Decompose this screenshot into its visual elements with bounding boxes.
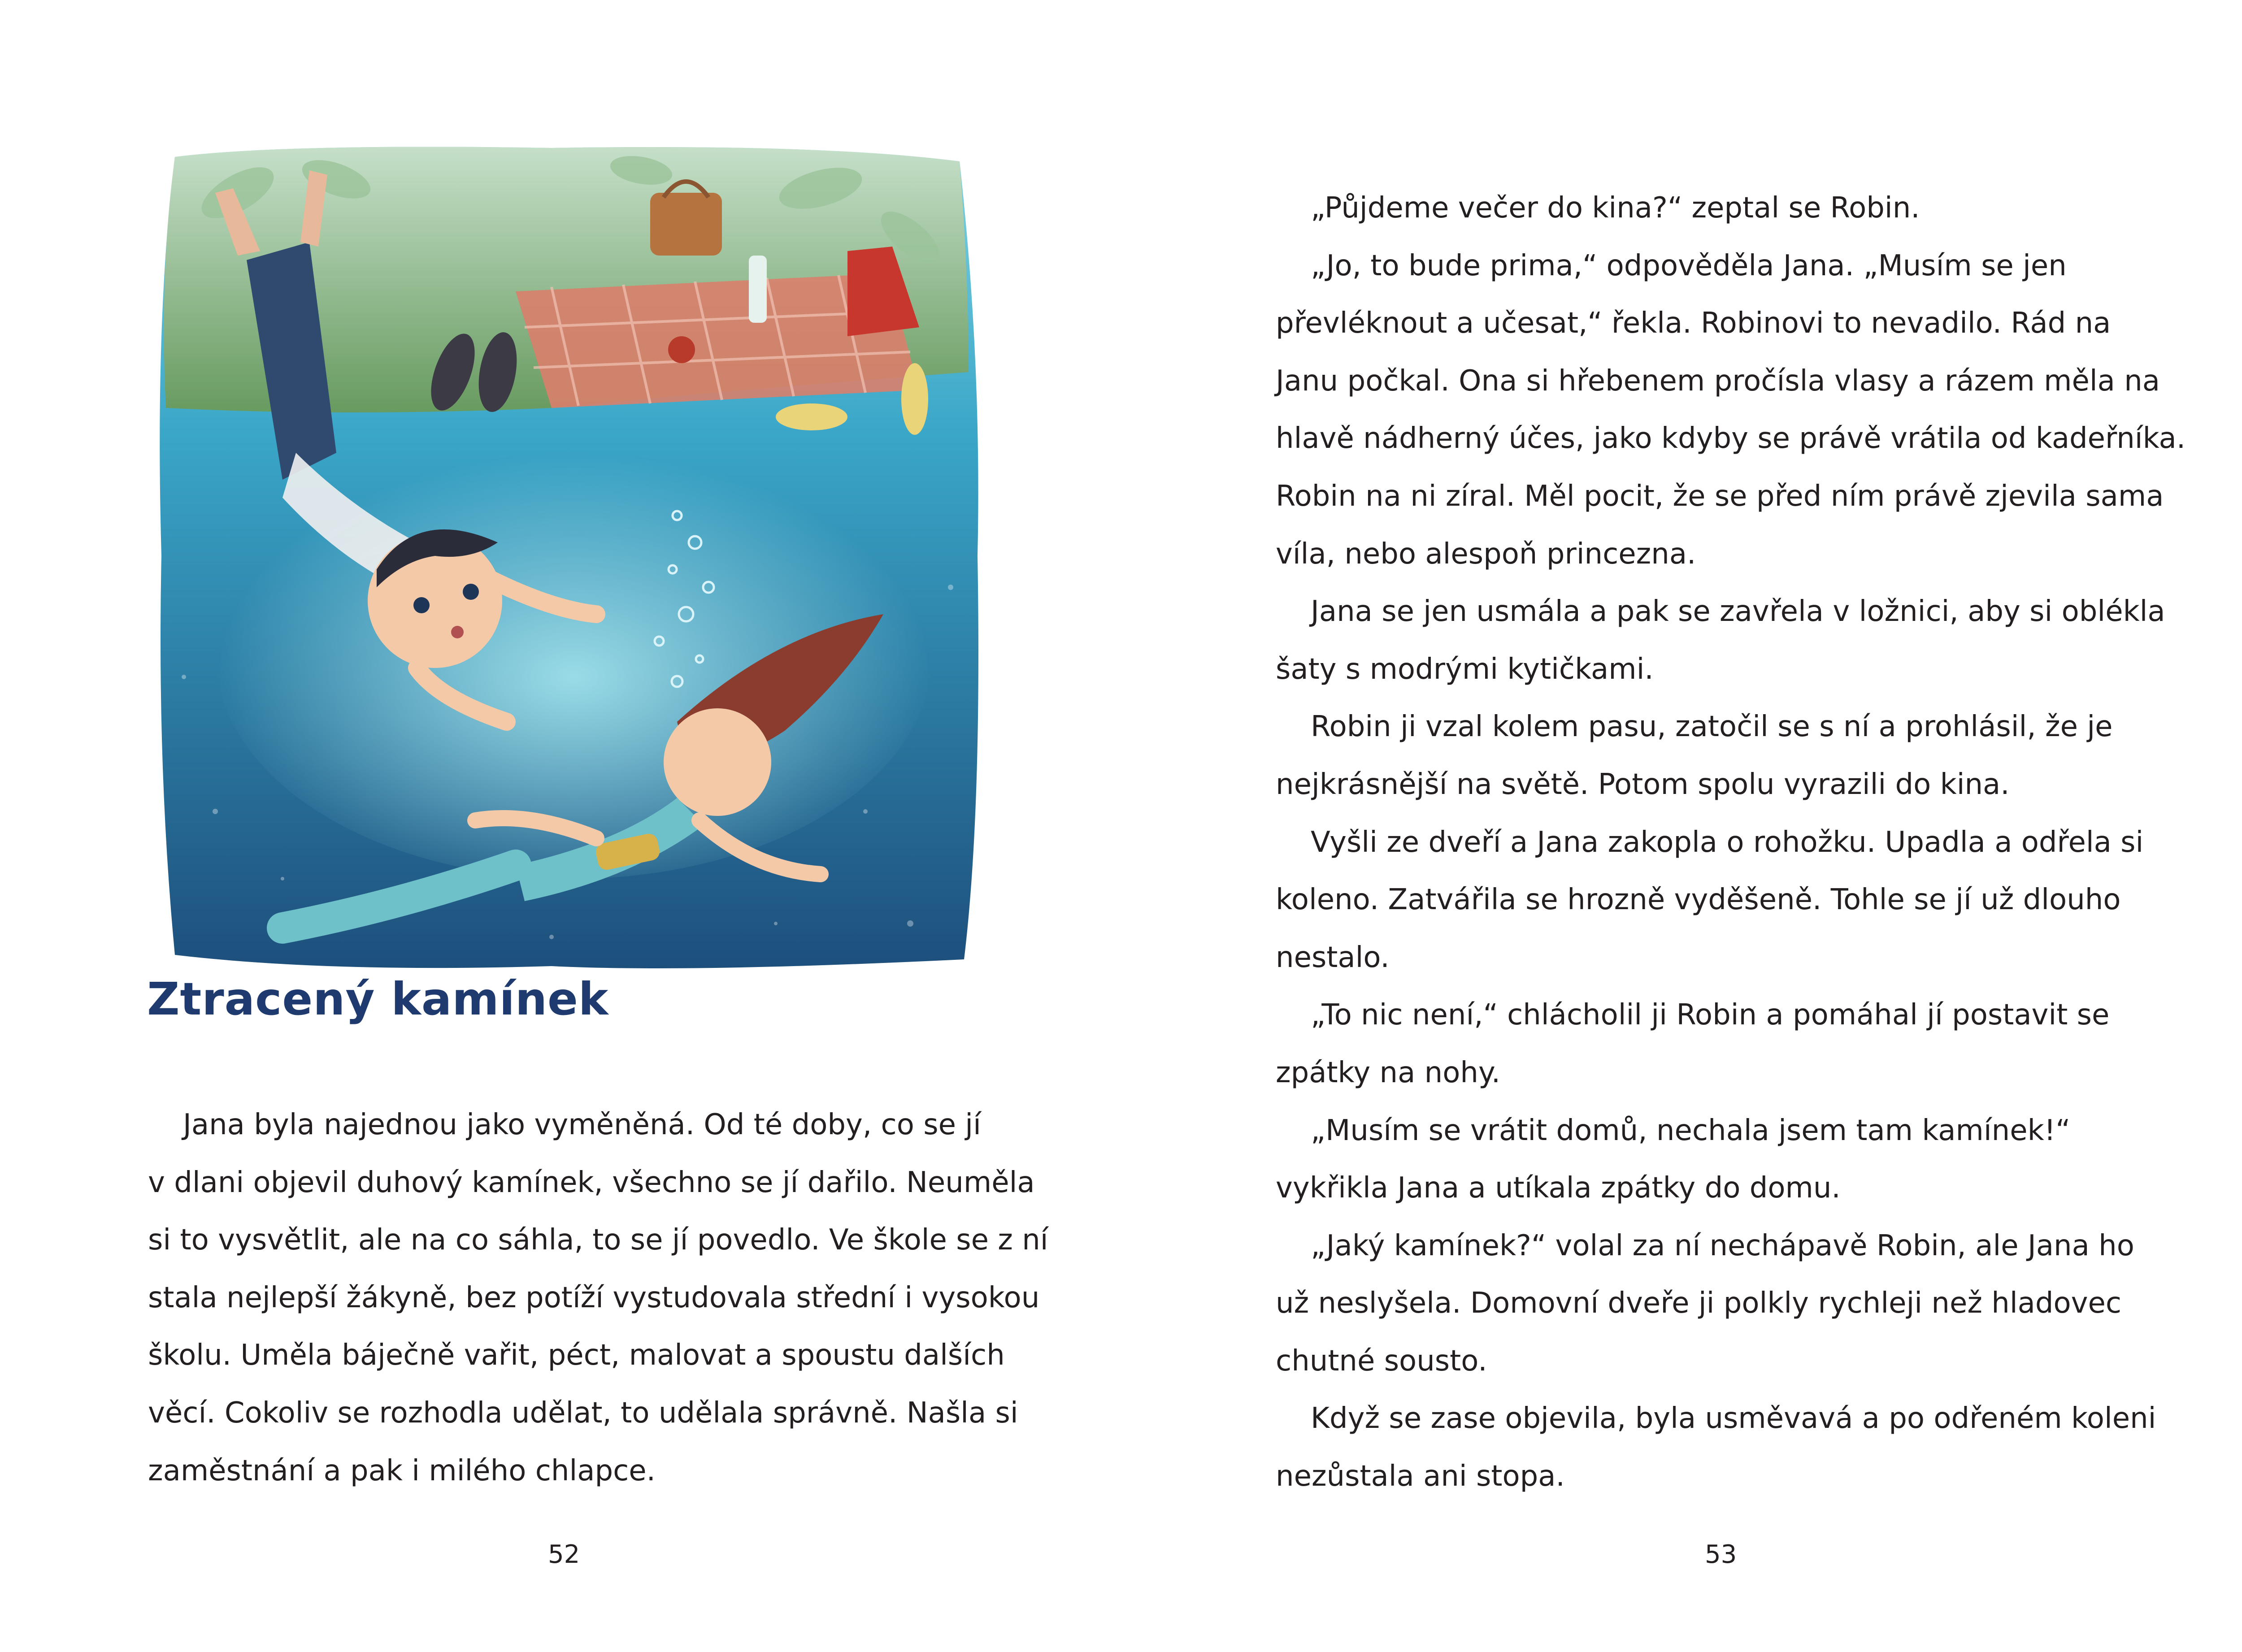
left-body-text bbox=[148, 1096, 1048, 1500]
text-line: vykřikla Jana a utíkala zpátky do domu. bbox=[1276, 1171, 1841, 1205]
text-line: „To nic není,“ chlácholil ji Robin a pomáhal jí postavit se bbox=[1311, 998, 2110, 1032]
text-line: Když se zase objevila, byla usměvavá a po odřeném koleni bbox=[1311, 1402, 2156, 1435]
text-line: zpátky na nohy. bbox=[1276, 1056, 1501, 1089]
text-line: nejkrásnější na světě. Potom spolu vyrazili do kina. bbox=[1276, 767, 2010, 801]
text-line: nestalo. bbox=[1276, 941, 1390, 974]
text-line: „Jo, to bude prima,“ odpověděla Jana. „Musím se jen bbox=[1311, 249, 2067, 282]
page-number: 52 bbox=[548, 1540, 580, 1569]
text-line: šaty s modrými kytičkami. bbox=[1276, 652, 1654, 686]
text-line: koleno. Zatvářila se hrozně vyděšeně. Tohle se jí už dlouho bbox=[1276, 883, 2121, 917]
text-line: „Půjdeme večer do kina?“ zeptal se Robin. bbox=[1311, 191, 1920, 225]
text-line: Janu počkal. Ona si hřebenem pročísla vlasy a rázem měla na bbox=[1276, 364, 2160, 398]
text-line: „Jaký kamínek?“ volal za ní nechápavě Robin, ale Jana ho bbox=[1311, 1229, 2134, 1262]
text-line: „Musím se vrátit domů, nechala jsem tam kamínek!“ bbox=[1311, 1114, 2071, 1147]
paragraph bbox=[1276, 179, 2186, 1505]
chapter-title: Ztracený kamínek bbox=[147, 973, 609, 1025]
text-line: Jana se jen usmála a pak se zavřela v ložnici, aby si oblékla bbox=[1311, 595, 2165, 629]
text-line: školu. Uměla báječně vařit, péct, malovat a spoustu dalších bbox=[148, 1339, 1005, 1372]
text-line: převléknout a učesat,“ řekla. Robinovi to nevadilo. Rád na bbox=[1276, 307, 2111, 340]
text-line: zaměstnání a pak i milého chlapce. bbox=[148, 1454, 656, 1487]
paragraph bbox=[148, 1096, 1048, 1500]
page-number: 53 bbox=[1705, 1540, 1737, 1569]
text-line: už neslyšela. Domovní dveře ji polkly rychleji než hladovec bbox=[1276, 1287, 2122, 1320]
right-body-text bbox=[1276, 179, 2186, 1505]
text-line: chutné sousto. bbox=[1276, 1344, 1487, 1378]
text-line: v dlani objevil duhový kamínek, všechno se jí dařilo. Neuměla bbox=[148, 1166, 1035, 1199]
text-line: věcí. Cokoliv se rozhodla udělat, to udělala správně. Našla si bbox=[148, 1396, 1018, 1430]
text-line: víla, nebo alespoň princezna. bbox=[1276, 537, 1696, 571]
illustration-svg bbox=[148, 139, 986, 973]
right-page bbox=[1129, 0, 2242, 1652]
text-line: stala nejlepší žákyně, bez potíží vystudovala střední i vysokou bbox=[148, 1281, 1040, 1314]
text-line: nezůstala ani stopa. bbox=[1276, 1460, 1565, 1493]
text-line: Vyšli ze dveří a Jana zakopla o rohožku. Upadla a odřela si bbox=[1311, 825, 2144, 859]
children-swimming-illustration bbox=[148, 139, 986, 973]
text-line: Jana byla najednou jako vyměněná. Od té doby, co se jí bbox=[183, 1108, 981, 1141]
text-line: hlavě nádherný účes, jako kdyby se právě vrátila od kadeřníka. bbox=[1276, 422, 2186, 455]
text-line: Robin na ni zíral. Měl pocit, že se před ním právě zjevila sama bbox=[1276, 479, 2164, 513]
text-line: si to vysvětlit, ale na co sáhla, to se jí povedlo. Ve škole se z ní bbox=[148, 1223, 1048, 1257]
text-line: Robin ji vzal kolem pasu, zatočil se s ní a prohlásil, že je bbox=[1311, 710, 2113, 744]
